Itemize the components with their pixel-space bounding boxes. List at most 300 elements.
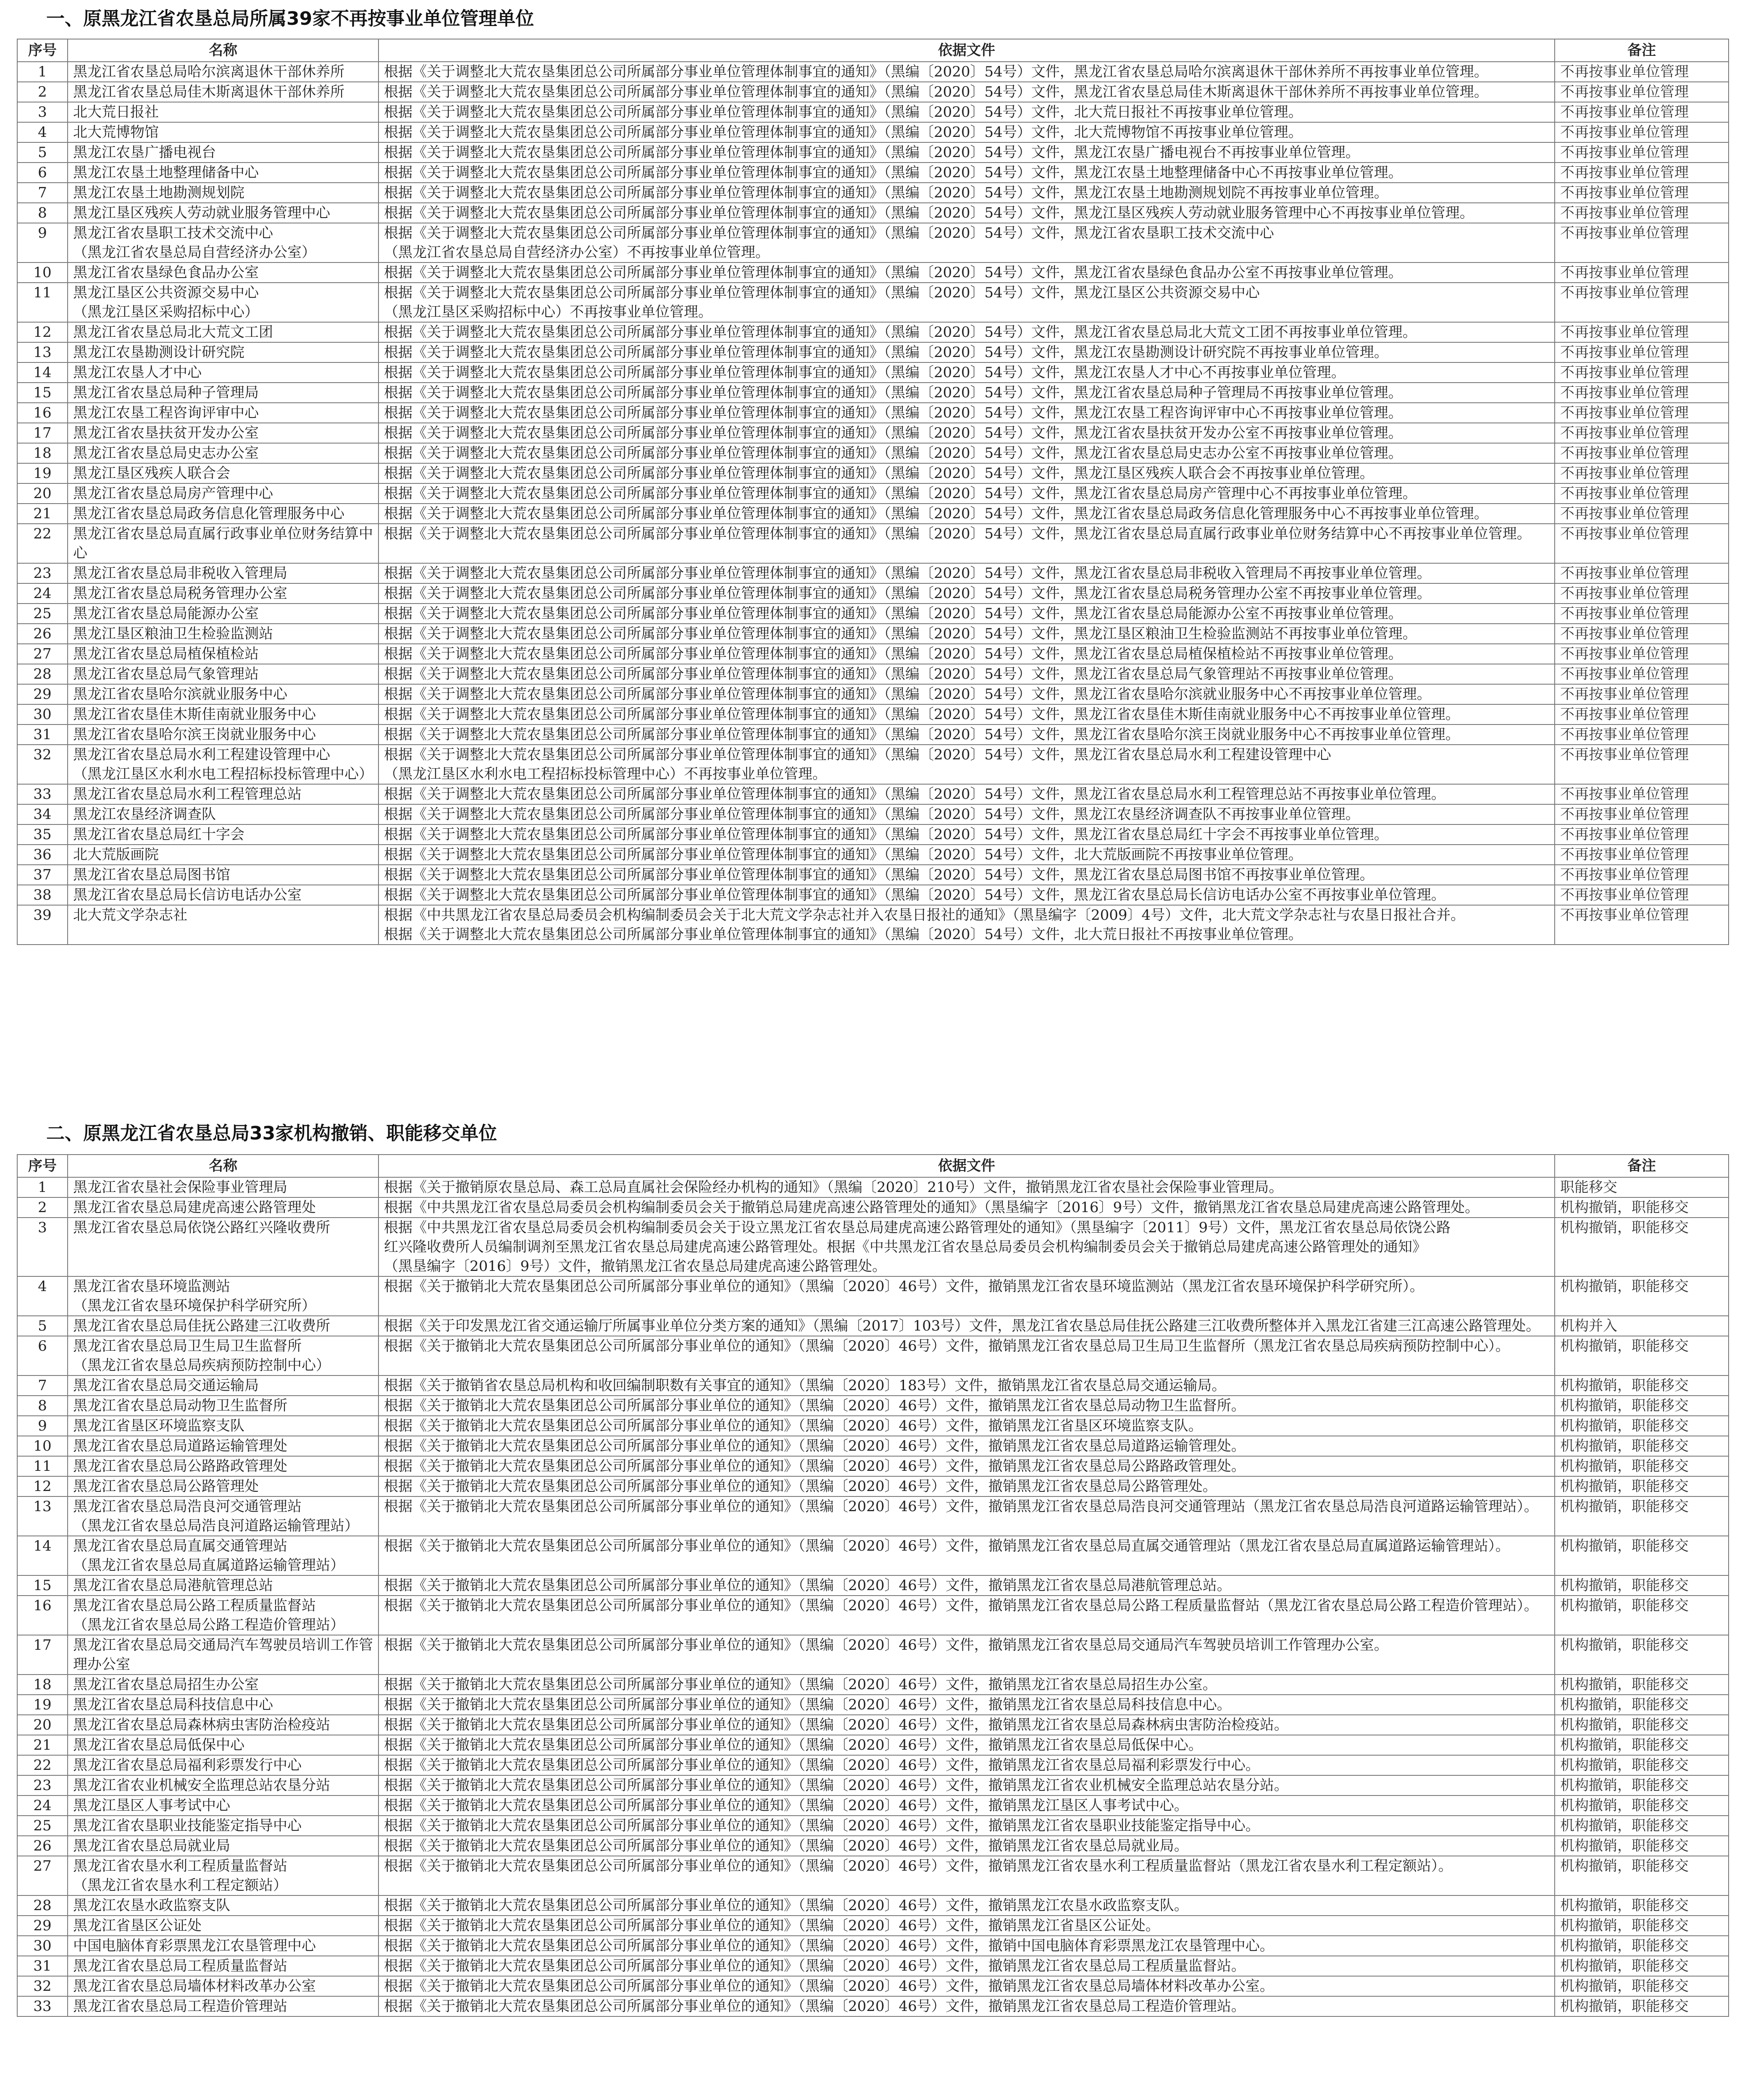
remark: 机构撤销，职能移交: [1555, 1936, 1729, 1956]
basis-document: 根据《关于调整北大荒农垦集团总公司所属部分事业单位管理体制事宜的通知》（黑编〔2020〕54号）文件，黑龙江农垦土地整理储备中心不再按事业单位管理。: [378, 163, 1555, 183]
section-2-title: 二、原黑龙江省农垦总局33家机构撤销、职能移交单位: [46, 1123, 497, 1144]
row-number: 10: [17, 1436, 68, 1456]
row-number: 16: [17, 403, 68, 423]
row-number: 19: [17, 463, 68, 483]
table-row: [17, 1715, 1729, 1735]
table-row: [17, 1936, 1729, 1956]
unit-name: 黑龙江省农垦总局史志办公室: [68, 443, 378, 463]
row-number: 14: [17, 1536, 68, 1575]
remark: 不再按事业单位管理: [1555, 122, 1729, 142]
table-row: [17, 423, 1729, 443]
remark: 机构撤销，职能移交: [1555, 1396, 1729, 1416]
unit-name: 黑龙江省农垦哈尔滨王岗就业服务中心: [68, 724, 378, 745]
basis-document: 根据《关于调整北大荒农垦集团总公司所属部分事业单位管理体制事宜的通知》（黑编〔2020〕54号）文件，黑龙江省农垦总局能源办公室不再按事业单位管理。: [378, 604, 1555, 624]
basis-document: 根据《关于调整北大荒农垦集团总公司所属部分事业单位管理体制事宜的通知》（黑编〔2020〕54号）文件，北大荒日报社不再按事业单位管理。: [378, 102, 1555, 122]
unit-name: 黑龙江省农垦社会保险事业管理局: [68, 1177, 378, 1197]
remark: 机构撤销，职能移交: [1555, 1476, 1729, 1496]
remark: 不再按事业单位管理: [1555, 724, 1729, 745]
column-header: 备注: [1555, 39, 1729, 62]
unit-name: 黑龙江省农垦总局长信访电话办公室: [68, 885, 378, 905]
basis-document: 根据《中共黑龙江省农垦总局委员会机构编制委员会关于设立黑龙江省农垦总局建虎高速公路管理处的通知》（黑垦编字〔2011〕9号）文件，黑龙江省农垦总局依饶公路 红兴隆收费所人员编制调剂至黑龙江省农垦总局建虎高速公路管理处。根据《中共黑龙江省农垦总局委员会机构编制委员会关于撤销总局建虎高速公路管理处的通知》 （黑垦编字〔2016〕9号）文件，撤销黑龙江省农垦总局建虎高速公路管理处。: [378, 1218, 1555, 1276]
basis-document: 根据《关于调整北大荒农垦集团总公司所属部分事业单位管理体制事宜的通知》（黑编〔2020〕54号）文件，黑龙江农垦勘测设计研究院不再按事业单位管理。: [378, 342, 1555, 362]
unit-name: 黑龙江省农垦总局工程造价管理站: [68, 1996, 378, 2016]
basis-document: 根据《关于调整北大荒农垦集团总公司所属部分事业单位管理体制事宜的通知》（黑编〔2020〕54号）文件，黑龙江省农垦总局植保植检站不再按事业单位管理。: [378, 644, 1555, 664]
basis-document: 根据《中共黑龙江省农垦总局委员会机构编制委员会关于北大荒文学杂志社并入农垦日报社的通知》（黑垦编字〔2009〕4号）文件，北大荒文学杂志社与农垦日报社合并。 根据《关于调整北大荒农垦集团总公司所属部分事业单位管理体制事宜的通知》（黑编〔2020〕54号）文件，北大荒日报社不再按事业单位管理。: [378, 905, 1555, 945]
unit-name: 黑龙江省农垦总局福利彩票发行中心: [68, 1755, 378, 1775]
remark: 不再按事业单位管理: [1555, 804, 1729, 824]
basis-document: 根据《关于撤销北大荒农垦集团总公司所属部分事业单位的通知》（黑编〔2020〕46号）文件，撤销黑龙江农垦水政监察支队。: [378, 1895, 1555, 1916]
table-row: [17, 342, 1729, 362]
unit-name: 黑龙江垦区残疾人联合会: [68, 463, 378, 483]
basis-document: 根据《关于调整北大荒农垦集团总公司所属部分事业单位管理体制事宜的通知》（黑编〔2020〕54号）文件，黑龙江省农垦哈尔滨就业服务中心不再按事业单位管理。: [378, 684, 1555, 704]
row-number: 11: [17, 283, 68, 322]
table-row: [17, 203, 1729, 223]
unit-name: 黑龙江省农垦总局直属行政事业单位财务结算中心: [68, 524, 378, 563]
row-number: 10: [17, 262, 68, 283]
basis-document: 根据《关于撤销北大荒农垦集团总公司所属部分事业单位的通知》（黑编〔2020〕46号）文件，撤销黑龙江垦区人事考试中心。: [378, 1796, 1555, 1816]
basis-document: 根据《关于撤销北大荒农垦集团总公司所属部分事业单位的通知》（黑编〔2020〕46号）文件，撤销黑龙江省农垦总局公路工程质量监督站（黑龙江省农垦总局公路工程造价管理站）。: [378, 1596, 1555, 1635]
remark: 机构撤销，职能移交: [1555, 1456, 1729, 1476]
basis-document: 根据《关于调整北大荒农垦集团总公司所属部分事业单位管理体制事宜的通知》（黑编〔2020〕54号）文件，黑龙江省农垦总局水利工程建设管理中心 （黑龙江垦区水利水电工程招标投标管理中心）不再按事业单位管理。: [378, 745, 1555, 784]
remark: 不再按事业单位管理: [1555, 704, 1729, 724]
basis-document: 根据《关于调整北大荒农垦集团总公司所属部分事业单位管理体制事宜的通知》（黑编〔2020〕54号）文件，黑龙江省农垦总局非税收入管理局不再按事业单位管理。: [378, 563, 1555, 583]
unit-name: 黑龙江省垦区公证处: [68, 1916, 378, 1936]
table-row: [17, 784, 1729, 804]
remark: 不再按事业单位管理: [1555, 102, 1729, 122]
remark: 不再按事业单位管理: [1555, 524, 1729, 563]
basis-document: 根据《关于撤销北大荒农垦集团总公司所属部分事业单位的通知》（黑编〔2020〕46号）文件，撤销黑龙江省农垦总局招生办公室。: [378, 1675, 1555, 1695]
row-number: 13: [17, 342, 68, 362]
row-number: 17: [17, 1635, 68, 1675]
row-number: 15: [17, 1575, 68, 1596]
unit-name: 黑龙江省农垦总局政务信息化管理服务中心: [68, 504, 378, 524]
remark: 不再按事业单位管理: [1555, 504, 1729, 524]
remark: 机构撤销，职能移交: [1555, 1836, 1729, 1856]
row-number: 34: [17, 804, 68, 824]
remark: 不再按事业单位管理: [1555, 604, 1729, 624]
unit-name: 黑龙江省农垦总局道路运输管理处: [68, 1436, 378, 1456]
row-number: 33: [17, 1996, 68, 2016]
row-number: 37: [17, 865, 68, 885]
unit-name: 黑龙江省农垦总局卫生局卫生监督所 （黑龙江省农垦总局疾病预防控制中心）: [68, 1336, 378, 1376]
row-number: 23: [17, 563, 68, 583]
remark: 不再按事业单位管理: [1555, 383, 1729, 403]
remark: 机构撤销，职能移交: [1555, 1436, 1729, 1456]
row-number: 7: [17, 183, 68, 203]
remark: 不再按事业单位管理: [1555, 223, 1729, 262]
remark: 机构撤销，职能移交: [1555, 1635, 1729, 1675]
table-row: [17, 1976, 1729, 1996]
row-number: 25: [17, 1816, 68, 1836]
table-row: [17, 504, 1729, 524]
unit-name: 黑龙江农垦工程咨询评审中心: [68, 403, 378, 423]
row-number: 27: [17, 644, 68, 664]
row-number: 36: [17, 845, 68, 865]
row-number: 12: [17, 1476, 68, 1496]
basis-document: 根据《关于调整北大荒农垦集团总公司所属部分事业单位管理体制事宜的通知》（黑编〔2020〕54号）文件，黑龙江省农垦总局气象管理站不再按事业单位管理。: [378, 664, 1555, 684]
table-row: [17, 1796, 1729, 1816]
row-number: 23: [17, 1775, 68, 1796]
remark: 机构撤销，职能移交: [1555, 1596, 1729, 1635]
unit-name: 黑龙江省农垦总局公路工程质量监督站 （黑龙江省农垦总局公路工程造价管理站）: [68, 1596, 378, 1635]
unit-name: 北大荒博物馆: [68, 122, 378, 142]
basis-document: 根据《关于调整北大荒农垦集团总公司所属部分事业单位管理体制事宜的通知》（黑编〔2020〕54号）文件，黑龙江省农垦总局长信访电话办公室不再按事业单位管理。: [378, 885, 1555, 905]
table-row: [17, 1895, 1729, 1916]
unit-name: 黑龙江省农垦总局红十字会: [68, 824, 378, 845]
basis-document: 根据《关于调整北大荒农垦集团总公司所属部分事业单位管理体制事宜的通知》（黑编〔2020〕54号）文件，黑龙江垦区粮油卫生检验监测站不再按事业单位管理。: [378, 624, 1555, 644]
row-number: 17: [17, 423, 68, 443]
row-number: 26: [17, 624, 68, 644]
row-number: 22: [17, 524, 68, 563]
table-row: [17, 62, 1729, 82]
remark: 机构撤销，职能移交: [1555, 1775, 1729, 1796]
unit-name: 黑龙江省农业机械安全监理总站农垦分站: [68, 1775, 378, 1796]
table-row: [17, 1476, 1729, 1496]
unit-name: 黑龙江省农垦哈尔滨就业服务中心: [68, 684, 378, 704]
table-row: [17, 463, 1729, 483]
unit-name: 黑龙江垦区粮油卫生检验监测站: [68, 624, 378, 644]
basis-document: 根据《关于调整北大荒农垦集团总公司所属部分事业单位管理体制事宜的通知》（黑编〔2020〕54号）文件，黑龙江农垦人才中心不再按事业单位管理。: [378, 362, 1555, 383]
basis-document: 根据《关于调整北大荒农垦集团总公司所属部分事业单位管理体制事宜的通知》（黑编〔2020〕54号）文件，黑龙江省农垦总局水利工程管理总站不再按事业单位管理。: [378, 784, 1555, 804]
unit-name: 黑龙江省农垦总局公路管理处: [68, 1476, 378, 1496]
remark: 机构撤销，职能移交: [1555, 1755, 1729, 1775]
basis-document: 根据《关于撤销北大荒农垦集团总公司所属部分事业单位的通知》（黑编〔2020〕46号）文件，撤销黑龙江省垦区公证处。: [378, 1916, 1555, 1936]
table-row: [17, 163, 1729, 183]
basis-document: 根据《关于调整北大荒农垦集团总公司所属部分事业单位管理体制事宜的通知》（黑编〔2020〕54号）文件，黑龙江省农垦总局税务管理办公室不再按事业单位管理。: [378, 583, 1555, 604]
basis-document: 根据《关于撤销北大荒农垦集团总公司所属部分事业单位的通知》（黑编〔2020〕46号）文件，撤销黑龙江省农垦总局卫生局卫生监督所（黑龙江省农垦总局疾病预防控制中心）。: [378, 1336, 1555, 1376]
table-row: [17, 644, 1729, 664]
basis-document: 根据《关于撤销北大荒农垦集团总公司所属部分事业单位的通知》（黑编〔2020〕46号）文件，撤销黑龙江省农垦总局福利彩票发行中心。: [378, 1755, 1555, 1775]
row-number: 20: [17, 483, 68, 504]
table-row: [17, 142, 1729, 163]
row-number: 1: [17, 62, 68, 82]
table-row: [17, 1996, 1729, 2016]
remark: 不再按事业单位管理: [1555, 824, 1729, 845]
remark: 机构撤销，职能移交: [1555, 1715, 1729, 1735]
row-number: 19: [17, 1695, 68, 1715]
remark: 不再按事业单位管理: [1555, 745, 1729, 784]
row-number: 29: [17, 684, 68, 704]
table-row: [17, 1856, 1729, 1895]
row-number: 9: [17, 223, 68, 262]
table-row: [17, 1575, 1729, 1596]
row-number: 21: [17, 1735, 68, 1755]
basis-document: 根据《关于调整北大荒农垦集团总公司所属部分事业单位管理体制事宜的通知》（黑编〔2020〕54号）文件，黑龙江省农垦总局北大荒文工团不再按事业单位管理。: [378, 322, 1555, 342]
basis-document: 根据《关于调整北大荒农垦集团总公司所属部分事业单位管理体制事宜的通知》（黑编〔2020〕54号）文件，黑龙江农垦经济调查队不再按事业单位管理。: [378, 804, 1555, 824]
unit-name: 黑龙江省农垦环境监测站 （黑龙江省农垦环境保护科学研究所）: [68, 1276, 378, 1316]
basis-document: 根据《关于调整北大荒农垦集团总公司所属部分事业单位管理体制事宜的通知》（黑编〔2020〕54号）文件，黑龙江农垦土地勘测规划院不再按事业单位管理。: [378, 183, 1555, 203]
table-row: [17, 403, 1729, 423]
unit-name: 黑龙江省农垦总局森林病虫害防治检疫站: [68, 1715, 378, 1735]
row-number: 6: [17, 1336, 68, 1376]
remark: 机构撤销，职能移交: [1555, 1536, 1729, 1575]
row-number: 2: [17, 1197, 68, 1218]
row-number: 21: [17, 504, 68, 524]
remark: 不再按事业单位管理: [1555, 403, 1729, 423]
table-row: [17, 102, 1729, 122]
table-row: [17, 524, 1729, 563]
row-number: 24: [17, 583, 68, 604]
basis-document: 根据《关于调整北大荒农垦集团总公司所属部分事业单位管理体制事宜的通知》（黑编〔2020〕54号）文件，黑龙江省农垦哈尔滨王岗就业服务中心不再按事业单位管理。: [378, 724, 1555, 745]
unit-name: 黑龙江省农垦职业技能鉴定指导中心: [68, 1816, 378, 1836]
table-row: [17, 1916, 1729, 1936]
remark: 机构撤销，职能移交: [1555, 1695, 1729, 1715]
table-row: [17, 1336, 1729, 1376]
column-header: 序号: [17, 1155, 68, 1177]
table-row: [17, 1376, 1729, 1396]
basis-document: 根据《关于撤销北大荒农垦集团总公司所属部分事业单位的通知》（黑编〔2020〕46号）文件，撤销黑龙江省农垦总局科技信息中心。: [378, 1695, 1555, 1715]
remark: 机构撤销，职能移交: [1555, 1496, 1729, 1536]
row-number: 8: [17, 1396, 68, 1416]
row-number: 4: [17, 122, 68, 142]
table-row: [17, 1675, 1729, 1695]
unit-name: 黑龙江省农垦总局北大荒文工团: [68, 322, 378, 342]
basis-document: 根据《关于调整北大荒农垦集团总公司所属部分事业单位管理体制事宜的通知》（黑编〔2020〕54号）文件，黑龙江省农垦总局房产管理中心不再按事业单位管理。: [378, 483, 1555, 504]
remark: 不再按事业单位管理: [1555, 684, 1729, 704]
table-row: [17, 664, 1729, 684]
unit-name: 黑龙江省垦区环境监察支队: [68, 1416, 378, 1436]
row-number: 27: [17, 1856, 68, 1895]
table-row: [17, 1836, 1729, 1856]
row-number: 24: [17, 1796, 68, 1816]
table-row: [17, 845, 1729, 865]
section-1-title: 一、原黑龙江省农垦总局所属39家不再按事业单位管理单位: [46, 8, 534, 29]
unit-name: 黑龙江农垦广播电视台: [68, 142, 378, 163]
remark: 不再按事业单位管理: [1555, 784, 1729, 804]
column-header: 名称: [68, 39, 378, 62]
basis-document: 根据《关于撤销北大荒农垦集团总公司所属部分事业单位的通知》（黑编〔2020〕46号）文件，撤销黑龙江省农垦环境监测站（黑龙江省农垦环境保护科学研究所）。: [378, 1276, 1555, 1316]
row-number: 12: [17, 322, 68, 342]
table-row: [17, 1735, 1729, 1755]
table-row: [17, 1396, 1729, 1416]
table-row: [17, 583, 1729, 604]
row-number: 31: [17, 724, 68, 745]
remark: 机构撤销，职能移交: [1555, 1976, 1729, 1996]
basis-document: 根据《关于印发黑龙江省交通运输厅所属事业单位分类方案的通知》（黑编〔2017〕103号）文件，黑龙江省农垦总局佳抚公路建三江收费所整体并入黑龙江省建三江高速公路管理处。: [378, 1316, 1555, 1336]
row-number: 18: [17, 443, 68, 463]
table-row: [17, 483, 1729, 504]
unit-name: 黑龙江省农垦总局直属交通管理站 （黑龙江省农垦总局直属道路运输管理站）: [68, 1536, 378, 1575]
row-number: 30: [17, 1936, 68, 1956]
row-number: 18: [17, 1675, 68, 1695]
basis-document: 根据《关于撤销北大荒农垦集团总公司所属部分事业单位的通知》（黑编〔2020〕46号）文件，撤销黑龙江省农垦总局工程造价管理站。: [378, 1996, 1555, 2016]
basis-document: 根据《关于调整北大荒农垦集团总公司所属部分事业单位管理体制事宜的通知》（黑编〔2020〕54号）文件，黑龙江省农垦佳木斯佳南就业服务中心不再按事业单位管理。: [378, 704, 1555, 724]
remark: 不再按事业单位管理: [1555, 644, 1729, 664]
remark: 不再按事业单位管理: [1555, 563, 1729, 583]
row-number: 25: [17, 604, 68, 624]
remark: 机构撤销，职能移交: [1555, 1675, 1729, 1695]
table-row: [17, 1695, 1729, 1715]
remark: 机构撤销，职能移交: [1555, 1996, 1729, 2016]
unit-name: 黑龙江省农垦总局建虎高速公路管理处: [68, 1197, 378, 1218]
remark: 职能移交: [1555, 1177, 1729, 1197]
unit-name: 黑龙江省农垦总局动物卫生监督所: [68, 1396, 378, 1416]
column-header: 依据文件: [378, 1155, 1555, 1177]
unit-name: 黑龙江省农垦总局招生办公室: [68, 1675, 378, 1695]
table-row: [17, 824, 1729, 845]
unit-name: 黑龙江省农垦总局墙体材料改革办公室: [68, 1976, 378, 1996]
unit-name: 黑龙江垦区公共资源交易中心 （黑龙江垦区采购招标中心）: [68, 283, 378, 322]
row-number: 20: [17, 1715, 68, 1735]
unit-name: 黑龙江省农垦总局种子管理局: [68, 383, 378, 403]
unit-name: 黑龙江省农垦总局水利工程建设管理中心 （黑龙江垦区水利水电工程招标投标管理中心）: [68, 745, 378, 784]
basis-document: 根据《关于调整北大荒农垦集团总公司所属部分事业单位管理体制事宜的通知》（黑编〔2020〕54号）文件，北大荒博物馆不再按事业单位管理。: [378, 122, 1555, 142]
unit-name: 黑龙江省农垦总局佳抚公路建三江收费所: [68, 1316, 378, 1336]
basis-document: 根据《关于调整北大荒农垦集团总公司所属部分事业单位管理体制事宜的通知》（黑编〔2020〕54号）文件，黑龙江省农垦职工技术交流中心 （黑龙江省农垦总局自营经济办公室）不再按事业单位管理。: [378, 223, 1555, 262]
table-row: [17, 262, 1729, 283]
basis-document: 根据《关于调整北大荒农垦集团总公司所属部分事业单位管理体制事宜的通知》（黑编〔2020〕54号）文件，黑龙江省农垦绿色食品办公室不再按事业单位管理。: [378, 262, 1555, 283]
basis-document: 根据《关于撤销北大荒农垦集团总公司所属部分事业单位的通知》（黑编〔2020〕46号）文件，撤销黑龙江省农垦总局道路运输管理处。: [378, 1436, 1555, 1456]
basis-document: 根据《关于调整北大荒农垦集团总公司所属部分事业单位管理体制事宜的通知》（黑编〔2020〕54号）文件，黑龙江省农垦总局哈尔滨离退休干部休养所不再按事业单位管理。: [378, 62, 1555, 82]
basis-document: 根据《关于撤销北大荒农垦集团总公司所属部分事业单位的通知》（黑编〔2020〕46号）文件，撤销黑龙江省农垦总局就业局。: [378, 1836, 1555, 1856]
table-row: [17, 1197, 1729, 1218]
remark: 不再按事业单位管理: [1555, 262, 1729, 283]
table-row: [17, 1775, 1729, 1796]
table-row: [17, 745, 1729, 784]
remark: 不再按事业单位管理: [1555, 163, 1729, 183]
table-row: [17, 1635, 1729, 1675]
table-row: [17, 122, 1729, 142]
table-row: [17, 1436, 1729, 1456]
unit-name: 北大荒文学杂志社: [68, 905, 378, 945]
table-row: [17, 1218, 1729, 1276]
unit-name: 黑龙江省农垦总局图书馆: [68, 865, 378, 885]
unit-name: 黑龙江省农垦总局植保植检站: [68, 644, 378, 664]
row-number: 30: [17, 704, 68, 724]
table-row: [17, 1496, 1729, 1536]
basis-document: 根据《关于调整北大荒农垦集团总公司所属部分事业单位管理体制事宜的通知》（黑编〔2020〕54号）文件，黑龙江省农垦总局图书馆不再按事业单位管理。: [378, 865, 1555, 885]
basis-document: 根据《关于调整北大荒农垦集团总公司所属部分事业单位管理体制事宜的通知》（黑编〔2020〕54号）文件，黑龙江垦区残疾人联合会不再按事业单位管理。: [378, 463, 1555, 483]
remark: 机构撤销，职能移交: [1555, 1336, 1729, 1376]
remark: 机构撤销，职能移交: [1555, 1575, 1729, 1596]
basis-document: 根据《关于撤销北大荒农垦集团总公司所属部分事业单位的通知》（黑编〔2020〕46号）文件，撤销黑龙江省农垦总局浩良河交通管理站（黑龙江省农垦总局浩良河道路运输管理站）。: [378, 1496, 1555, 1536]
basis-document: 根据《关于撤销北大荒农垦集团总公司所属部分事业单位的通知》（黑编〔2020〕46号）文件，撤销黑龙江省农垦总局交通局汽车驾驶员培训工作管理办公室。: [378, 1635, 1555, 1675]
row-number: 2: [17, 82, 68, 102]
table-row: [17, 443, 1729, 463]
remark: 机构撤销，职能移交: [1555, 1416, 1729, 1436]
row-number: 22: [17, 1755, 68, 1775]
remark: 不再按事业单位管理: [1555, 463, 1729, 483]
remark: 不再按事业单位管理: [1555, 664, 1729, 684]
remark: 机构撤销，职能移交: [1555, 1376, 1729, 1396]
unit-name: 黑龙江农垦经济调查队: [68, 804, 378, 824]
remark: 不再按事业单位管理: [1555, 423, 1729, 443]
remark: 机构撤销，职能移交: [1555, 1816, 1729, 1836]
row-number: 31: [17, 1956, 68, 1976]
table-row: [17, 283, 1729, 322]
unit-name: 黑龙江省农垦总局气象管理站: [68, 664, 378, 684]
remark: 机构撤销，职能移交: [1555, 1735, 1729, 1755]
unit-name: 黑龙江省农垦总局房产管理中心: [68, 483, 378, 504]
unit-name: 黑龙江省农垦总局水利工程管理总站: [68, 784, 378, 804]
remark: 机构撤销，职能移交: [1555, 1916, 1729, 1936]
remark: 机构撤销，职能移交: [1555, 1276, 1729, 1316]
section-2-table: [17, 1154, 1729, 2017]
unit-name: 黑龙江省农垦总局哈尔滨离退休干部休养所: [68, 62, 378, 82]
table-row: [17, 82, 1729, 102]
basis-document: 根据《关于撤销北大荒农垦集团总公司所属部分事业单位的通知》（黑编〔2020〕46号）文件，撤销黑龙江省农业机械安全监理总站农垦分站。: [378, 1775, 1555, 1796]
unit-name: 黑龙江省农垦总局低保中心: [68, 1735, 378, 1755]
basis-document: 根据《关于撤销北大荒农垦集团总公司所属部分事业单位的通知》（黑编〔2020〕46号）文件，撤销中国电脑体育彩票黑龙江农垦管理中心。: [378, 1936, 1555, 1956]
column-header: 依据文件: [378, 39, 1555, 62]
unit-name: 黑龙江省农垦总局科技信息中心: [68, 1695, 378, 1715]
basis-document: 根据《关于调整北大荒农垦集团总公司所属部分事业单位管理体制事宜的通知》（黑编〔2020〕54号）文件，北大荒版画院不再按事业单位管理。: [378, 845, 1555, 865]
basis-document: 根据《关于撤销北大荒农垦集团总公司所属部分事业单位的通知》（黑编〔2020〕46号）文件，撤销黑龙江省农垦职业技能鉴定指导中心。: [378, 1816, 1555, 1836]
unit-name: 黑龙江垦区人事考试中心: [68, 1796, 378, 1816]
unit-name: 黑龙江省农垦总局交通运输局: [68, 1376, 378, 1396]
unit-name: 黑龙江农垦土地整理储备中心: [68, 163, 378, 183]
unit-name: 黑龙江垦区残疾人劳动就业服务管理中心: [68, 203, 378, 223]
remark: 不再按事业单位管理: [1555, 362, 1729, 383]
table-row: [17, 1755, 1729, 1775]
row-number: 39: [17, 905, 68, 945]
basis-document: 根据《关于撤销北大荒农垦集团总公司所属部分事业单位的通知》（黑编〔2020〕46号）文件，撤销黑龙江省农垦水利工程质量监督站（黑龙江省农垦水利工程定额站）。: [378, 1856, 1555, 1895]
table-row: [17, 183, 1729, 203]
table-row: [17, 322, 1729, 342]
table-row: [17, 563, 1729, 583]
unit-name: 黑龙江农垦水政监察支队: [68, 1895, 378, 1916]
row-number: 8: [17, 203, 68, 223]
section-1-table: [17, 39, 1729, 945]
unit-name: 黑龙江农垦人才中心: [68, 362, 378, 383]
remark: 不再按事业单位管理: [1555, 483, 1729, 504]
remark: 不再按事业单位管理: [1555, 322, 1729, 342]
remark: 机构撤销，职能移交: [1555, 1956, 1729, 1976]
unit-name: 黑龙江农垦勘测设计研究院: [68, 342, 378, 362]
row-number: 28: [17, 664, 68, 684]
remark: 机构撤销，职能移交: [1555, 1796, 1729, 1816]
table-row: [17, 362, 1729, 383]
basis-document: 根据《关于调整北大荒农垦集团总公司所属部分事业单位管理体制事宜的通知》（黑编〔2020〕54号）文件，黑龙江省农垦总局佳木斯离退休干部休养所不再按事业单位管理。: [378, 82, 1555, 102]
remark: 不再按事业单位管理: [1555, 443, 1729, 463]
row-number: 4: [17, 1276, 68, 1316]
remark: 不再按事业单位管理: [1555, 62, 1729, 82]
remark: 不再按事业单位管理: [1555, 342, 1729, 362]
row-number: 5: [17, 142, 68, 163]
row-number: 1: [17, 1177, 68, 1197]
unit-name: 黑龙江省农垦总局公路路政管理处: [68, 1456, 378, 1476]
basis-document: 根据《关于撤销北大荒农垦集团总公司所属部分事业单位的通知》（黑编〔2020〕46号）文件，撤销黑龙江省农垦总局低保中心。: [378, 1735, 1555, 1755]
table-row: [17, 604, 1729, 624]
row-number: 5: [17, 1316, 68, 1336]
row-number: 11: [17, 1456, 68, 1476]
table-row: [17, 724, 1729, 745]
column-header: 备注: [1555, 1155, 1729, 1177]
basis-document: 根据《关于调整北大荒农垦集团总公司所属部分事业单位管理体制事宜的通知》（黑编〔2020〕54号）文件，黑龙江省农垦总局直属行政事业单位财务结算中心不再按事业单位管理。: [378, 524, 1555, 563]
table-row: [17, 684, 1729, 704]
table-row: [17, 624, 1729, 644]
remark: 不再按事业单位管理: [1555, 82, 1729, 102]
table-row: [17, 1816, 1729, 1836]
table-row: [17, 223, 1729, 262]
unit-name: 黑龙江省农垦总局依饶公路红兴隆收费所: [68, 1218, 378, 1276]
row-number: 28: [17, 1895, 68, 1916]
row-number: 35: [17, 824, 68, 845]
basis-document: 根据《关于撤销原农垦总局、森工总局直属社会保险经办机构的通知》（黑编〔2020〕210号）文件，撤销黑龙江省农垦社会保险事业管理局。: [378, 1177, 1555, 1197]
table-row: [17, 383, 1729, 403]
table-row: [17, 1276, 1729, 1316]
row-number: 32: [17, 745, 68, 784]
basis-document: 根据《关于调整北大荒农垦集团总公司所属部分事业单位管理体制事宜的通知》（黑编〔2020〕54号）文件，黑龙江农垦广播电视台不再按事业单位管理。: [378, 142, 1555, 163]
basis-document: 根据《关于撤销北大荒农垦集团总公司所属部分事业单位的通知》（黑编〔2020〕46号）文件，撤销黑龙江省农垦总局工程质量监督站。: [378, 1956, 1555, 1976]
basis-document: 根据《关于调整北大荒农垦集团总公司所属部分事业单位管理体制事宜的通知》（黑编〔2020〕54号）文件，黑龙江省农垦扶贫开发办公室不再按事业单位管理。: [378, 423, 1555, 443]
basis-document: 根据《关于撤销北大荒农垦集团总公司所属部分事业单位的通知》（黑编〔2020〕46号）文件，撤销黑龙江省农垦总局公路路政管理处。: [378, 1456, 1555, 1476]
basis-document: 根据《关于调整北大荒农垦集团总公司所属部分事业单位管理体制事宜的通知》（黑编〔2020〕54号）文件，黑龙江垦区公共资源交易中心 （黑龙江垦区采购招标中心）不再按事业单位管理。: [378, 283, 1555, 322]
row-number: 7: [17, 1376, 68, 1396]
unit-name: 黑龙江省农垦职工技术交流中心 （黑龙江省农垦总局自营经济办公室）: [68, 223, 378, 262]
table-row: [17, 1456, 1729, 1476]
table-row: [17, 1956, 1729, 1976]
